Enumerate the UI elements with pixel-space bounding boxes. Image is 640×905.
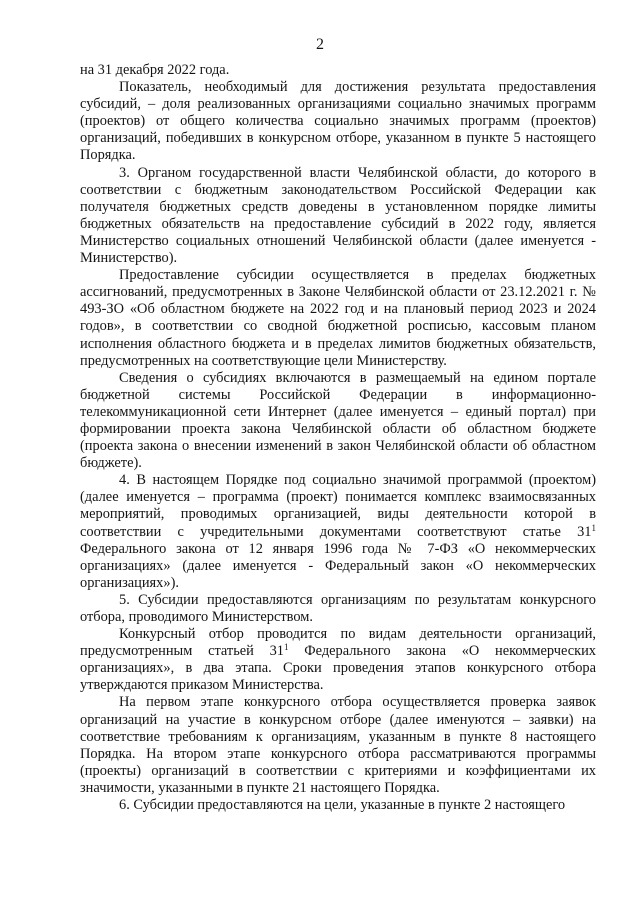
superscript-article-index: 1 [284, 642, 289, 653]
paragraph-item-4-part-2: Федерального закона от 12 января 1996 года № 7-ФЗ «О некоммерческих организациях» (далее именуется - Федеральный закон «О некоммерческих организациях»). [80, 540, 596, 591]
page-number: 2 [316, 36, 324, 53]
paragraph-competition-stages [80, 626, 596, 694]
paragraph-item-6: 6. Субсидии предоставляются на цели, указанные в пункте 2 настоящего [119, 797, 566, 814]
paragraph-item-4 [80, 472, 596, 592]
paragraph-continuation: на 31 декабря 2022 года. [80, 62, 230, 78]
paragraph-competition-part-1: Конкурсный отбор проводится по видам деятельности организаций, предусмотренным статьей 31 [80, 626, 596, 660]
paragraph-budget-allocation: Предоставление субсидии осуществляется в пределах бюджетных ассигнований, предусмотренных в Законе Челябинской области от 23.12.2021 г. № 493-ЗО «Об областном бюджете на 2022 год и на плановый период 2023 и 2024 годов», в соответствии со сводной бюджетной росписью, кассовым планом исполнения областного бюджета и в пределах лимитов бюджетных обязательств, предусмотренных на соответствующие цели Министерству. [80, 267, 596, 369]
paragraph-item-3: 3. Органом государственной власти Челябинской области, до которого в соответствии с бюджетным законодательством Российской Федерации как получателя бюджетных средств доведены в установленном порядке лимиты бюджетных обязательств на предоставление субсидий в 2022 году, является Министерство социальных отношений Челябинской области (далее именуется - Министерство). [80, 164, 596, 267]
paragraph-first-stage: На первом этапе конкурсного отбора осуществляется проверка заявок организаций на участие в конкурсном отборе (далее именуются – заявки) на соответствие требованиям к организациям, указанным в пункте 8 настоящего Порядка. На втором этапе конкурсного отбора рассматриваются программы (проекты) организаций в соответствии с критериями и коэффициентами их значимости, указанными в пункте 21 настоящего Порядка. [80, 694, 596, 796]
paragraph-item-5: 5. Субсидии предоставляются организациям по результатам конкурсного отбора, проводимого Министерством. [80, 591, 596, 625]
paragraph-indicator: Показатель, необходимый для достижения результата предоставления субсидий, – доля реализованных организациями социально значимых программ (проектов) от общего количества социально значимых программ (проектов) организаций, победивших в конкурсном отборе, указанном в пункте 5 настоящего Порядка. [80, 79, 596, 164]
paragraph-competition-part-2: Федерального закона «О некоммерческих организациях», в два этапа. Сроки проведения этапов конкурсного отбора утверждаются приказом Министерства. [80, 643, 596, 694]
paragraph-subsidy-info: Сведения о субсидиях включаются в размещаемый на едином портале бюджетной системы Российской Федерации в информационно-телекоммуникационной сети Интернет (далее именуется – единый портал) при формировании проекта закона Челябинской области об областном бюджете (проекта закона о внесении изменений в закон Челябинской области об областном бюджете). [80, 369, 596, 472]
document-body [80, 62, 596, 814]
paragraph-item-4-part-1: 4. В настоящем Порядке под социально значимой программой (проектом) (далее именуется – программа (проект) понимается комплекс взаимосвязанных мероприятий, проводимых организацией, виды деятельности которой в соответствии с учредительными документами соответствуют статье 31 [80, 472, 596, 540]
superscript-article-index: 1 [591, 522, 596, 533]
